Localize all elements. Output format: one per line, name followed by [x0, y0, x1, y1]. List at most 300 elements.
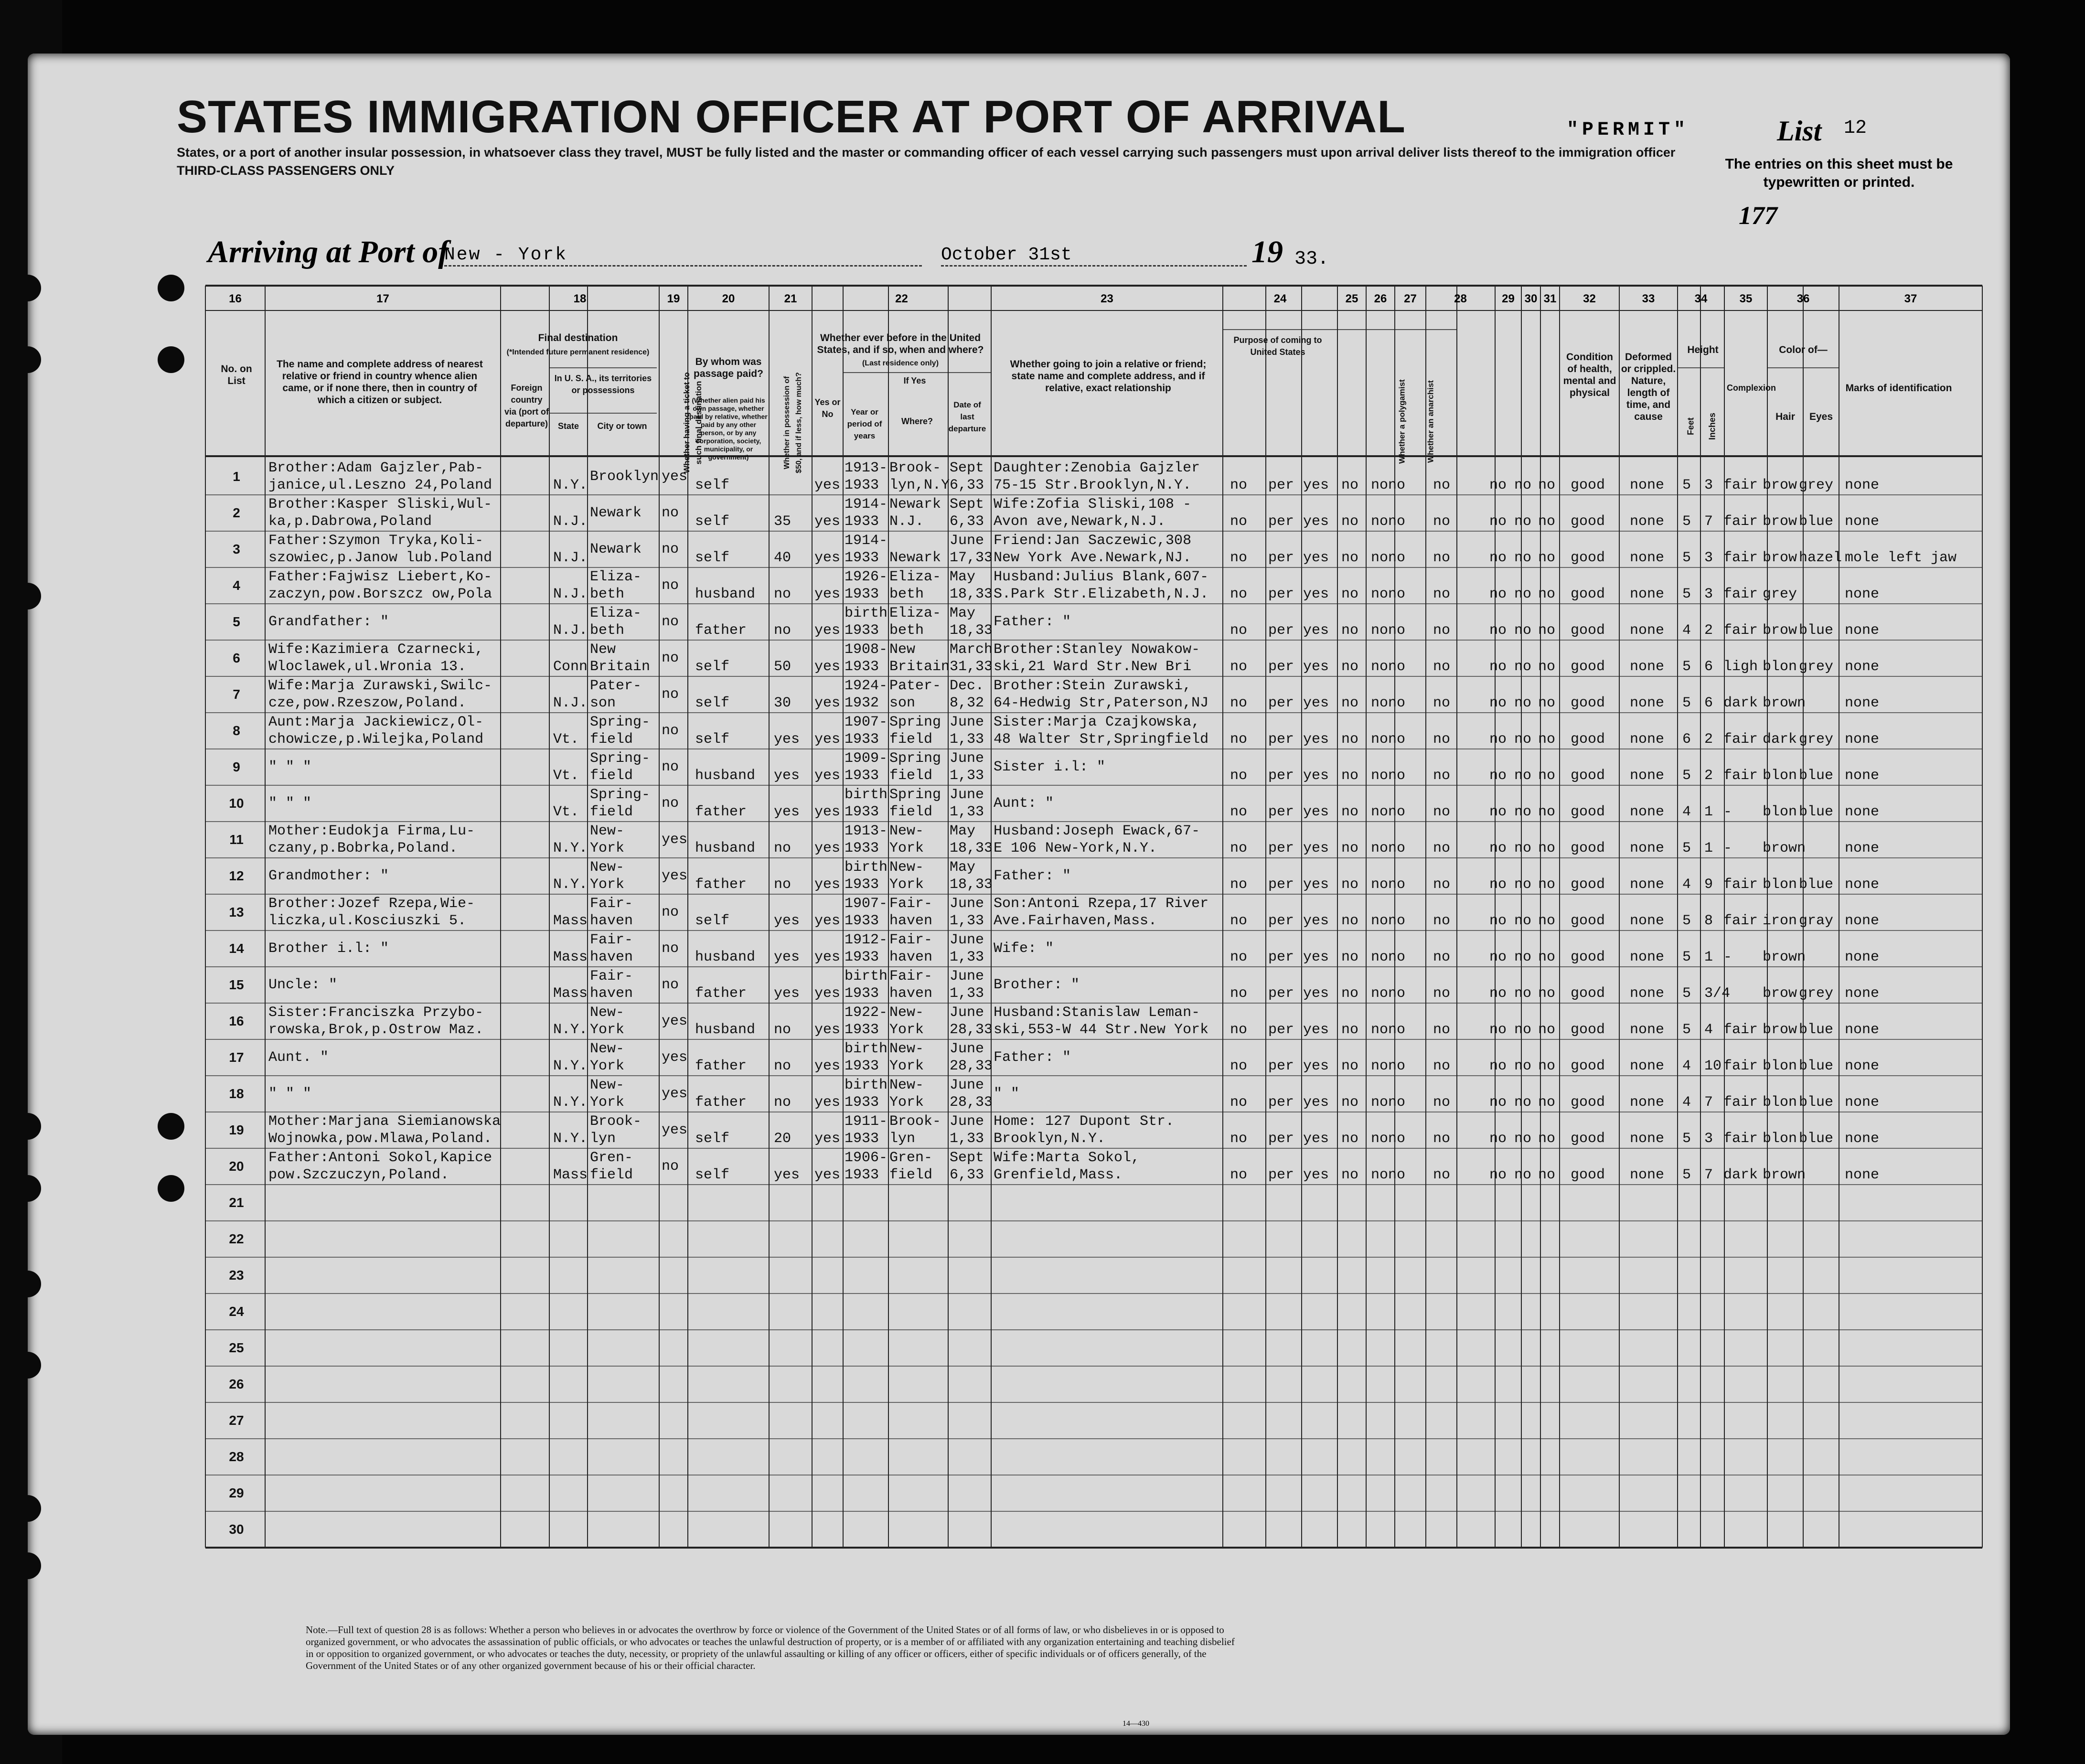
permit-stamp: "PERMIT" — [1567, 119, 1689, 141]
years-in-us: 1932 — [845, 695, 879, 711]
header-years: Year or period of years — [847, 407, 882, 440]
money: yes — [774, 731, 800, 748]
col31: no — [1538, 513, 1556, 530]
dest-city: York — [590, 840, 625, 856]
passage-paid: father — [695, 1058, 747, 1074]
purpose-a: no — [1230, 840, 1248, 856]
complexion: fair — [1723, 586, 1758, 602]
typewritten-instructions: The entries on this sheet must be typewritten or printed. — [1725, 156, 1953, 190]
header-marks: Marks of identification — [1845, 383, 1952, 394]
nearest-relative: Father:Szymon Tryka,Koli- — [268, 533, 484, 549]
purpose-b: per — [1268, 877, 1294, 893]
dest-city: New — [590, 641, 616, 658]
purpose-a: no — [1230, 877, 1248, 893]
purpose-c: yes — [1303, 1094, 1329, 1111]
purpose-c: yes — [1303, 1058, 1329, 1074]
col29: no — [1489, 550, 1507, 566]
joining-relative: E 106 New-York,N.Y. — [994, 840, 1157, 856]
arriving-label: Arriving at Port of — [208, 235, 449, 269]
polygamist-anarchist: nono — [1371, 840, 1406, 856]
years-in-us: 1933 — [845, 768, 879, 784]
complexion: fair — [1723, 550, 1758, 566]
ticket: no — [662, 795, 679, 812]
health: good — [1571, 985, 1605, 1002]
hair: brown — [1763, 695, 1806, 711]
ticket: no — [662, 577, 679, 594]
col28: no — [1433, 985, 1451, 1002]
health: good — [1571, 622, 1605, 639]
deformed: none — [1630, 985, 1665, 1002]
marks: none — [1845, 985, 1880, 1002]
last-departure: May — [950, 605, 976, 621]
height-feet: 5 — [1682, 949, 1691, 965]
purpose-b: per — [1268, 913, 1294, 929]
joining-relative: Brother: " — [994, 977, 1080, 993]
marks: none — [1845, 877, 1880, 893]
dest-city: Fair- — [590, 968, 633, 984]
header-eyes: Eyes — [1809, 411, 1833, 422]
footer-note: Note.—Full text of question 28 is as follows: Whether a person who believes in or advocates the overthrow by force or violence of the Government of the United States or of all forms of law, or who disbelieves in or is opposed to organized government, or who advocates the assassination of public officials, or who advocates or teaches the unlawful destruction of property, or is a member of or affiliated with any organization entertaining and teaching disbelief in or opposition to organized government, or who advocates or teaches the duty, necessity, or propriety of the unlawful assaulting or killing of any officer or officers, either of specific individuals or of officers generally, of the Government of the United States or of any other organized government because of his or their official character. — [306, 1624, 1235, 1671]
row-number: 27 — [229, 1413, 244, 1428]
health: good — [1571, 913, 1605, 929]
joining-relative: Brother:Stein Zurawski, — [994, 678, 1192, 694]
eyes: grey — [1799, 659, 1834, 675]
years-in-us: 1933 — [845, 1094, 879, 1111]
col25: no — [1341, 1022, 1359, 1038]
row-number: 15 — [229, 977, 244, 992]
column-number: 31 — [1543, 292, 1557, 305]
dest-city: Gren- — [590, 1150, 633, 1166]
col30: no — [1514, 550, 1532, 566]
list-label: List — [1777, 115, 1822, 147]
col25: no — [1341, 985, 1359, 1002]
col31: no — [1538, 1131, 1556, 1147]
previous-residence: Newark — [889, 550, 941, 566]
col30: no — [1514, 1131, 1532, 1147]
col28: no — [1433, 804, 1451, 820]
deformed: none — [1630, 1022, 1665, 1038]
hair: brow — [1763, 1022, 1797, 1038]
joining-relative: Sister:Marja Czajkowska, — [994, 714, 1200, 730]
hair: brow — [1763, 513, 1797, 530]
dest-city: field — [590, 768, 633, 784]
last-departure: 17,33 — [950, 550, 993, 566]
polygamist-anarchist: nono — [1371, 1022, 1406, 1038]
row-number: 3 — [233, 542, 240, 556]
before-in-us: yes — [814, 659, 841, 675]
purpose-b: per — [1268, 1094, 1294, 1111]
col28: no — [1433, 1094, 1451, 1111]
col31: no — [1538, 1022, 1556, 1038]
height-inches: 4 — [1704, 1022, 1713, 1038]
complexion: dark — [1723, 1167, 1758, 1183]
column-number: 23 — [1101, 292, 1113, 305]
height-feet: 5 — [1682, 768, 1691, 784]
before-in-us: yes — [814, 985, 841, 1002]
previous-residence: Fair- — [889, 968, 933, 984]
height-inches: 3/4 — [1704, 985, 1731, 1002]
arrival-port: New - York — [444, 245, 922, 267]
height-feet: 6 — [1682, 731, 1691, 748]
ticket: no — [662, 505, 679, 521]
previous-residence: Pater- — [889, 678, 941, 694]
hair: blon — [1763, 1131, 1797, 1147]
col25: no — [1341, 949, 1359, 965]
nearest-relative: " " " — [268, 795, 312, 812]
height-feet: 5 — [1682, 1167, 1691, 1183]
nearest-relative: szowiec,p.Janow lub.Poland — [268, 550, 492, 566]
height-inches: 8 — [1704, 913, 1713, 929]
col29: no — [1489, 913, 1507, 929]
money: yes — [774, 985, 800, 1002]
col31: no — [1538, 985, 1556, 1002]
dest-state: Mass — [553, 949, 588, 965]
col29: no — [1489, 731, 1507, 748]
dest-state: Conn — [553, 659, 588, 675]
class-line: THIRD-CLASS PASSENGERS ONLY — [177, 163, 395, 178]
purpose-b: per — [1268, 586, 1294, 602]
years-in-us: birth — [845, 859, 888, 876]
years-in-us: 1933 — [845, 659, 879, 675]
last-departure: June — [950, 714, 984, 730]
purpose-c: yes — [1303, 877, 1329, 893]
height-inches: 2 — [1704, 622, 1713, 639]
header-city: City or town — [597, 421, 647, 431]
years-in-us: birth — [845, 1041, 888, 1057]
dest-city: York — [590, 1094, 625, 1111]
last-departure: 6,33 — [950, 1167, 984, 1183]
health: good — [1571, 659, 1605, 675]
marks: none — [1845, 768, 1880, 784]
deformed: none — [1630, 1167, 1665, 1183]
joining-relative: Father: " — [994, 1049, 1071, 1066]
purpose-a: no — [1230, 659, 1248, 675]
previous-residence: Spring — [889, 750, 941, 767]
col31: no — [1538, 840, 1556, 856]
col28: no — [1433, 877, 1451, 893]
passage-paid: husband — [695, 586, 756, 602]
passage-paid: self — [695, 477, 730, 493]
marks: none — [1845, 804, 1880, 820]
ticket: yes — [662, 832, 688, 848]
last-departure: May — [950, 859, 976, 876]
dest-state: Mass — [553, 1167, 588, 1183]
last-departure: Sept — [950, 1150, 984, 1166]
money: 20 — [774, 1131, 791, 1147]
deformed: none — [1630, 477, 1665, 493]
health: good — [1571, 586, 1605, 602]
col25: no — [1341, 659, 1359, 675]
column-number: 35 — [1739, 292, 1753, 305]
years-in-us: 1926- — [845, 569, 888, 585]
previous-residence: haven — [889, 949, 933, 965]
col30: no — [1514, 622, 1532, 639]
complexion: - — [1723, 840, 1732, 856]
dest-city: Britain — [590, 659, 651, 675]
page-title: STATES IMMIGRATION OFFICER AT PORT OF ARRIVAL — [177, 91, 1406, 142]
col31: no — [1538, 731, 1556, 748]
header-before-in-us-note: (Last residence only) — [862, 359, 939, 367]
height-inches: 7 — [1704, 513, 1713, 530]
dest-city: New- — [590, 823, 625, 839]
hair: blon — [1763, 1058, 1797, 1074]
nearest-relative: cze,pow.Rzeszow,Poland. — [268, 695, 467, 711]
joining-relative: Father: " — [994, 868, 1071, 884]
purpose-a: no — [1230, 949, 1248, 965]
height-inches: 10 — [1704, 1058, 1722, 1074]
nearest-relative: Wife:Marja Zurawski,Swilc- — [268, 678, 492, 694]
col28: no — [1433, 768, 1451, 784]
height-feet: 4 — [1682, 1094, 1691, 1111]
column-number: 32 — [1583, 292, 1596, 305]
header-last-departure: Date of last departure — [948, 400, 986, 433]
purpose-b: per — [1268, 731, 1294, 748]
previous-residence: York — [889, 840, 924, 856]
column-number: 20 — [722, 292, 735, 305]
health: good — [1571, 513, 1605, 530]
deformed: none — [1630, 1131, 1665, 1147]
complexion: fair — [1723, 1022, 1758, 1038]
header-if-yes: If Yes — [903, 376, 926, 385]
col29: no — [1489, 840, 1507, 856]
row-number: 9 — [233, 759, 240, 774]
nearest-relative: Brother:Kasper Sliski,Wul- — [268, 496, 492, 513]
previous-residence: York — [889, 1094, 924, 1111]
nearest-relative: Mother:Marjana Siemianowska — [268, 1113, 501, 1130]
passage-paid: father — [695, 1094, 747, 1111]
height-feet: 4 — [1682, 1058, 1691, 1074]
marks: none — [1845, 1022, 1880, 1038]
col29: no — [1489, 622, 1507, 639]
health: good — [1571, 1022, 1605, 1038]
dest-city: Spring- — [590, 750, 651, 767]
col30: no — [1514, 1167, 1532, 1183]
complexion: fair — [1723, 477, 1758, 493]
previous-residence: New- — [889, 823, 924, 839]
col30: no — [1514, 804, 1532, 820]
passage-paid: self — [695, 1167, 730, 1183]
nearest-relative: " " " — [268, 759, 312, 775]
row-number: 23 — [229, 1268, 244, 1283]
column-number: 28 — [1454, 292, 1467, 305]
last-departure: June — [950, 750, 984, 767]
eyes: blue — [1799, 622, 1834, 639]
nearest-relative: pow.Szczuczyn,Poland. — [268, 1167, 449, 1183]
marks: mole left jaw — [1845, 550, 1957, 566]
complexion: fair — [1723, 1131, 1758, 1147]
purpose-c: yes — [1303, 622, 1329, 639]
purpose-a: no — [1230, 913, 1248, 929]
deformed: none — [1630, 949, 1665, 965]
col28: no — [1433, 731, 1451, 748]
previous-residence: New- — [889, 859, 924, 876]
col28: no — [1433, 622, 1451, 639]
row-number: 29 — [229, 1486, 244, 1500]
previous-residence: New- — [889, 1041, 924, 1057]
passage-paid: self — [695, 513, 730, 530]
previous-residence: York — [889, 877, 924, 893]
polygamist-anarchist: nono — [1371, 1058, 1406, 1074]
years-in-us: 1933 — [845, 804, 879, 820]
arrival-date: October 31st — [941, 245, 1247, 267]
years-in-us: 1933 — [845, 477, 879, 493]
ticket: no — [662, 977, 679, 993]
ticket: no — [662, 941, 679, 957]
row-number: 18 — [229, 1086, 244, 1101]
row-number: 10 — [229, 796, 244, 811]
col30: no — [1514, 1094, 1532, 1111]
dest-state: N.J. — [553, 513, 588, 530]
previous-residence: New — [889, 641, 916, 658]
col31: no — [1538, 550, 1556, 566]
joining-relative: ski,21 Ward Str.New Bri — [994, 659, 1192, 675]
money: yes — [774, 804, 800, 820]
nearest-relative: Grandfather: " — [268, 614, 389, 630]
purpose-b: per — [1268, 985, 1294, 1002]
before-in-us: yes — [814, 768, 841, 784]
height-inches: 2 — [1704, 731, 1713, 748]
last-departure: June — [950, 1077, 984, 1093]
header-before-in-us: Whether ever before in the United States, and if so, when and where? — [817, 332, 984, 355]
header-where: Where? — [901, 417, 933, 426]
nearest-relative: " " " — [268, 1086, 312, 1102]
column-number: 24 — [1273, 292, 1287, 305]
previous-residence: beth — [889, 586, 924, 602]
years-in-us: 1906- — [845, 1150, 888, 1166]
nearest-relative: zaczyn,pow.Borszcz ow,Pola — [268, 586, 492, 602]
header-foreign-country: Foreign country via (port of departure) — [504, 383, 549, 428]
marks: none — [1845, 695, 1880, 711]
height-inches: 3 — [1704, 550, 1713, 566]
col31: no — [1538, 622, 1556, 639]
col28: no — [1433, 1058, 1451, 1074]
row-number: 1 — [233, 469, 240, 484]
col31: no — [1538, 477, 1556, 493]
header-passage-paid: By whom was passage paid? — [694, 356, 763, 379]
marks: none — [1845, 513, 1880, 530]
purpose-b: per — [1268, 695, 1294, 711]
purpose-a: no — [1230, 768, 1248, 784]
column-number: 21 — [784, 292, 797, 305]
years-in-us: 1911- — [845, 1113, 888, 1130]
last-departure: March — [950, 641, 993, 658]
nearest-relative: Uncle: " — [268, 977, 338, 993]
dest-city: New- — [590, 1005, 625, 1021]
health: good — [1571, 840, 1605, 856]
previous-residence: son — [889, 695, 916, 711]
row-number: 4 — [233, 578, 240, 593]
col25: no — [1341, 1094, 1359, 1111]
purpose-b: per — [1268, 550, 1294, 566]
header-in-usa: In U. S. A., its territories or possessions — [554, 374, 652, 395]
dest-state: N.Y. — [553, 1022, 588, 1038]
col29: no — [1489, 477, 1507, 493]
years-in-us: 1933 — [845, 1131, 879, 1147]
header-feet: Feet — [1686, 417, 1696, 436]
last-departure: 1,33 — [950, 949, 984, 965]
last-departure: 1,33 — [950, 985, 984, 1002]
before-in-us: yes — [814, 477, 841, 493]
col31: no — [1538, 695, 1556, 711]
deformed: none — [1630, 586, 1665, 602]
col31: no — [1538, 1094, 1556, 1111]
health: good — [1571, 1167, 1605, 1183]
marks: none — [1845, 840, 1880, 856]
dest-city: beth — [590, 586, 625, 602]
complexion: fair — [1723, 913, 1758, 929]
height-feet: 5 — [1682, 659, 1691, 675]
previous-residence: Fair- — [889, 896, 933, 912]
money: no — [774, 840, 791, 856]
purpose-b: per — [1268, 949, 1294, 965]
col28: no — [1433, 513, 1451, 530]
col29: no — [1489, 586, 1507, 602]
col25: no — [1341, 477, 1359, 493]
ticket: no — [662, 723, 679, 739]
years-in-us: birth — [845, 1077, 888, 1093]
column-number: 36 — [1796, 292, 1810, 305]
deformed: none — [1630, 695, 1665, 711]
deformed: none — [1630, 659, 1665, 675]
height-feet: 5 — [1682, 913, 1691, 929]
dest-state: N.Y. — [553, 1094, 588, 1111]
col30: no — [1514, 659, 1532, 675]
dest-city: Fair- — [590, 932, 633, 948]
hair: iron — [1763, 913, 1797, 929]
joining-relative: 64-Hedwig Str,Paterson,NJ — [994, 695, 1209, 711]
row-number: 13 — [229, 905, 244, 919]
last-departure: 1,33 — [950, 768, 984, 784]
nearest-relative: Father:Antoni Sokol,Kapice — [268, 1150, 492, 1166]
years-in-us: birth — [845, 968, 888, 984]
dest-city: Eliza- — [590, 605, 642, 621]
health: good — [1571, 1058, 1605, 1074]
nearest-relative: rowska,Brok,p.Ostrow Maz. — [268, 1022, 484, 1038]
deformed: none — [1630, 1058, 1665, 1074]
marks: none — [1845, 1058, 1880, 1074]
header-purpose: Purpose of coming to United States — [1233, 335, 1322, 357]
ticket: no — [662, 904, 679, 920]
dest-city: Newark — [590, 505, 642, 521]
header-complexion: Complexion — [1727, 383, 1776, 393]
col29: no — [1489, 949, 1507, 965]
eyes: blue — [1799, 1058, 1834, 1074]
nearest-relative: ka,p.Dabrowa,Poland — [268, 513, 432, 530]
hair: brown — [1763, 949, 1806, 965]
previous-residence: Spring — [889, 714, 941, 730]
dest-state: N.J. — [553, 550, 588, 566]
money: no — [774, 622, 791, 639]
dest-city: Brook- — [590, 1113, 642, 1130]
purpose-b: per — [1268, 477, 1294, 493]
complexion: fair — [1723, 877, 1758, 893]
deformed: none — [1630, 622, 1665, 639]
ticket: yes — [662, 1013, 688, 1029]
last-departure: 28,33 — [950, 1058, 993, 1074]
years-in-us: 1933 — [845, 877, 879, 893]
header-final-destination-note: (*Intended future permanent residence) — [506, 348, 650, 356]
column-number: 34 — [1694, 292, 1708, 305]
ticket: yes — [662, 1086, 688, 1102]
complexion: ligh — [1723, 659, 1758, 675]
previous-residence: Newark — [889, 496, 941, 513]
hair: brow — [1763, 477, 1797, 493]
purpose-a: no — [1230, 804, 1248, 820]
joining-relative: Wife:Marta Sokol, — [994, 1150, 1140, 1166]
header-state: State — [557, 421, 579, 431]
ticket: no — [662, 650, 679, 666]
last-departure: Dec. — [950, 678, 984, 694]
